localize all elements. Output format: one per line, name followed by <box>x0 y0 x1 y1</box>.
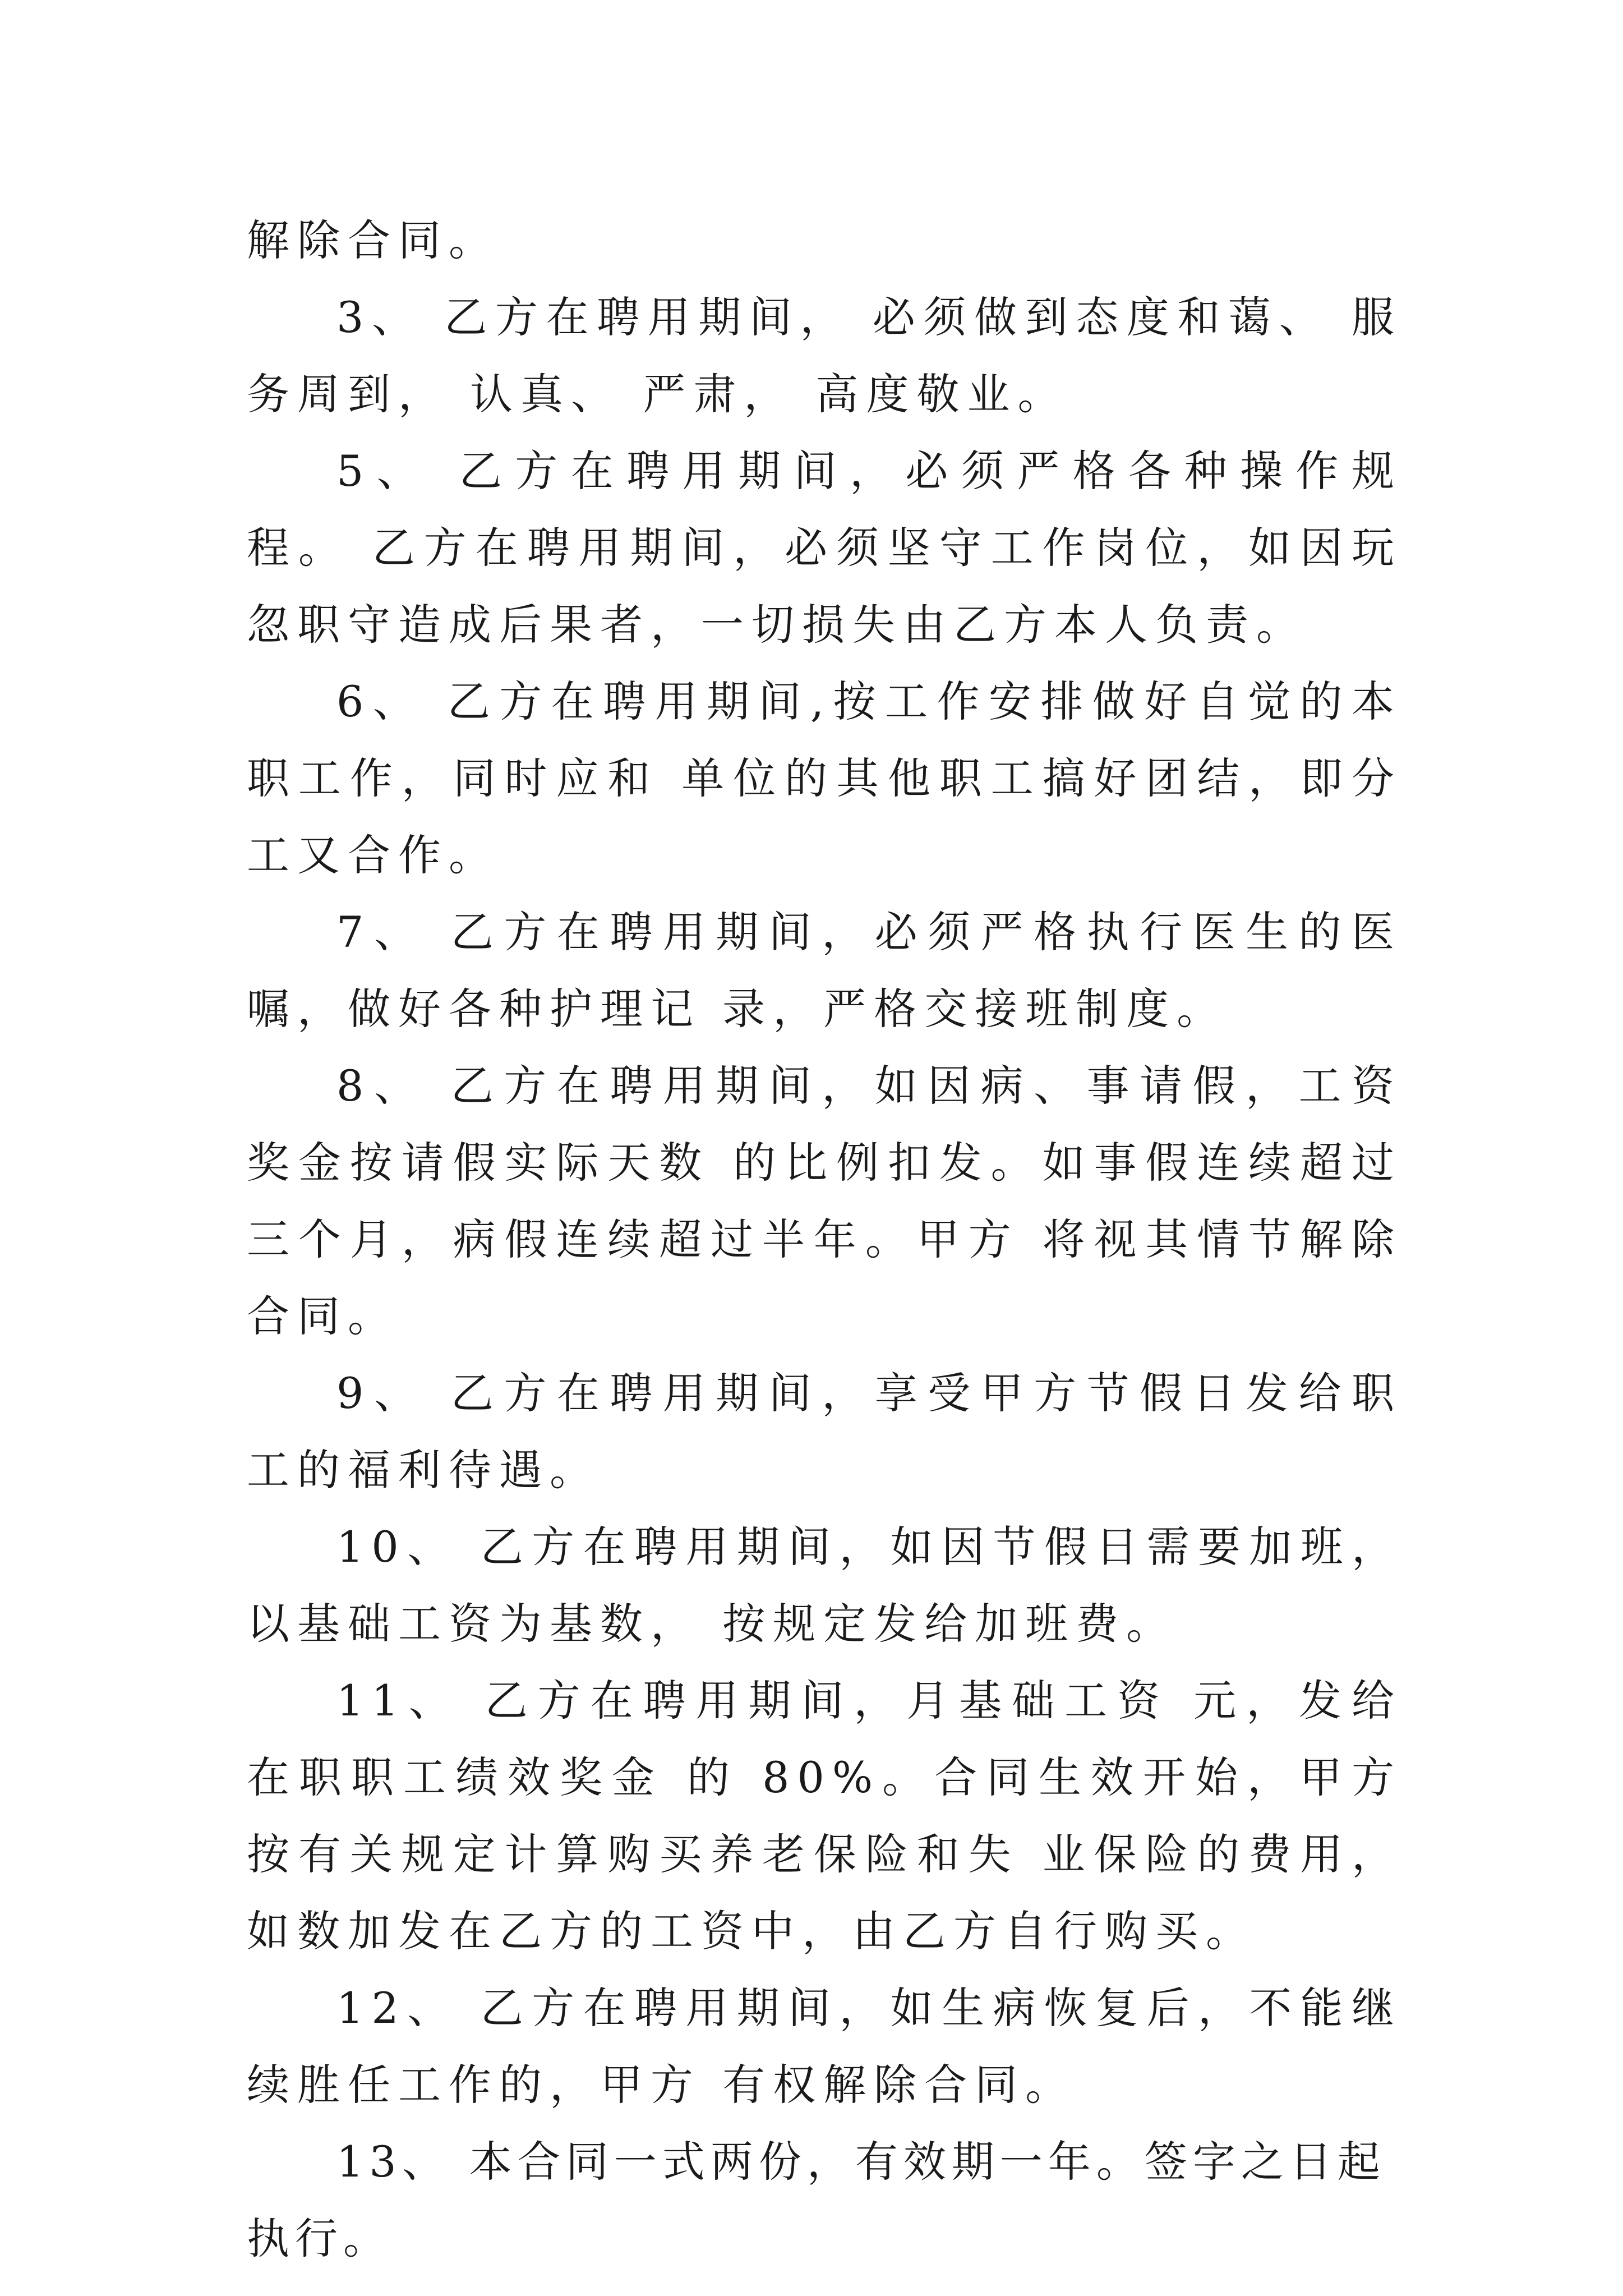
clause-12: 12、 乙方在聘用期间，如生病恢复后，不能继续胜任工作的，甲方 有权解除合同。 <box>247 1983 1402 2110</box>
clause-6: 6、 乙方在聘用期间,按工作安排做好自觉的本职工作，同时应和 单位的其他职工搞好团结，即分工又合作。 <box>247 677 1402 880</box>
clause-10: 10、 乙方在聘用期间，如因节假日需要加班，以基础工资为基数， 按规定发给加班费。 <box>247 1522 1402 1649</box>
clause-3: 3、 乙方在聘用期间， 必须做到态度和蔼、 服务周到， 认真、 严肃， 高度敬业。 <box>247 292 1402 419</box>
clause-13: 13、 本合同一式两份，有效期一年。签字之日起执行。 <box>247 2137 1386 2263</box>
contract-body <box>247 202 1402 2277</box>
clause-9: 9、 乙方在聘用期间，享受甲方节假日发给职工的福利待遇。 <box>247 1368 1402 1495</box>
clause-8: 8、 乙方在聘用期间，如因病、事请假，工资奖金按请假实际天数 的比例扣发。如事假连续超过三个月，病假连续超过半年。甲方 将视其情节解除合同。 <box>247 1061 1402 1341</box>
clause-11: 11、 乙方在聘用期间，月基础工资 元，发给在职职工绩效奖金 的 80%。合同生效开始，甲方按有关规定计算购买养老保险和失 业保险的费用，如数加发在乙方的工资中，由乙方自行购买。 <box>247 1676 1402 1956</box>
paragraph-continuation: 解除合同。 <box>247 215 499 265</box>
clause-5: 5、 乙方在聘用期间，必须严格各种操作规程。 乙方在聘用期间，必须坚守工作岗位，如因玩忽职守造成后果者，一切损失由乙方本人负责。 <box>247 446 1402 650</box>
clause-7: 7、 乙方在聘用期间，必须严格执行医生的医嘱，做好各种护理记 录，严格交接班制度。 <box>247 907 1402 1034</box>
